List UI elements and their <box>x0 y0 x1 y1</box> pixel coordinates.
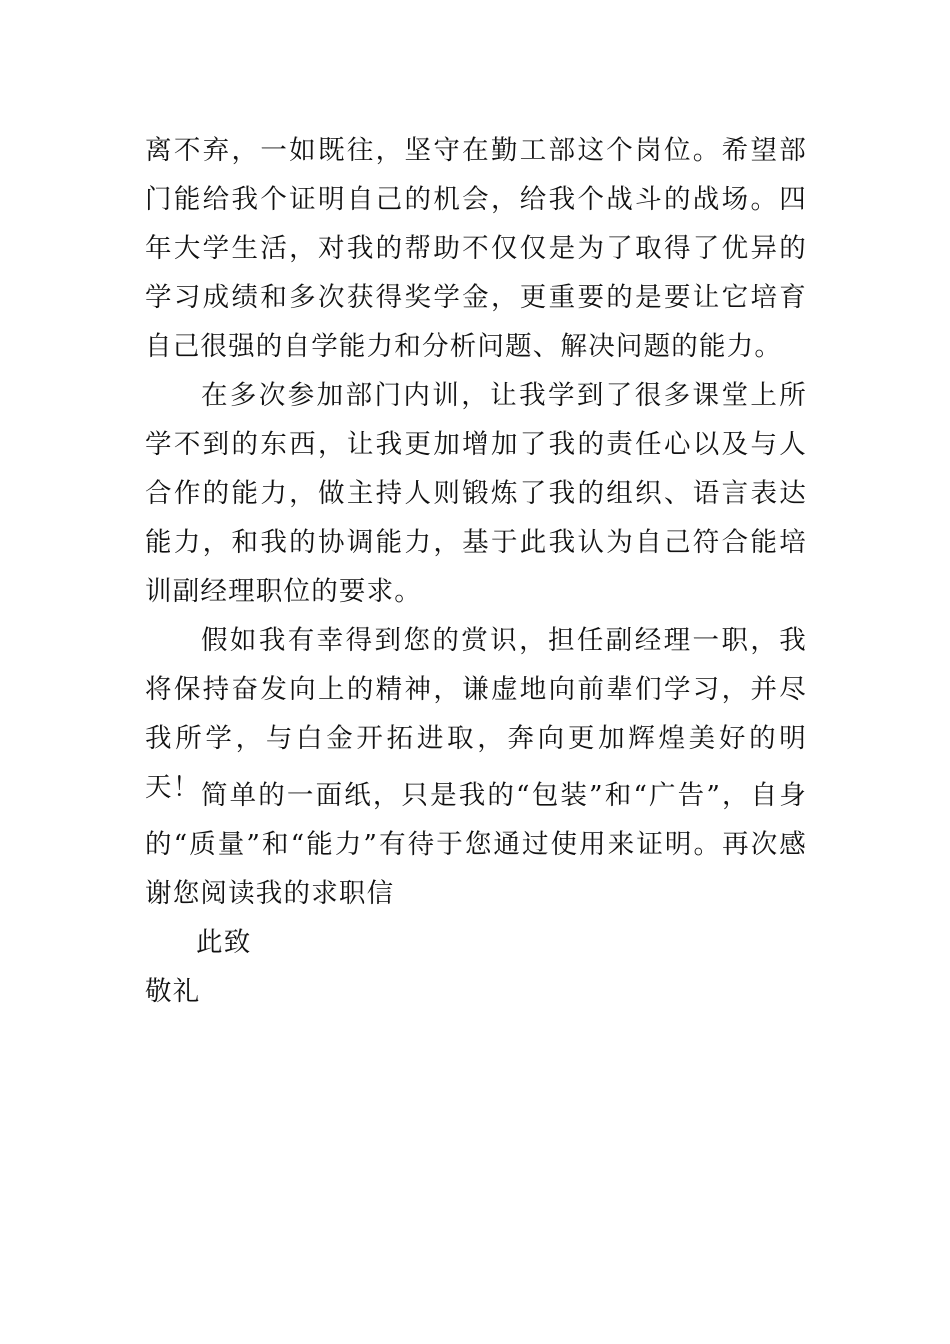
paragraph-4: 简单的一面纸，只是我的“包装”和“广告”，自身的“质量”和“能力”有待于您通过使用来证明。再次感谢您阅读我的求职信 <box>145 780 807 909</box>
closing-regards: 敬礼 <box>145 976 201 1007</box>
paragraph-1: 离不弃，一如既往，坚守在勤工部这个岗位。希望部门能给我个证明自己的机会，给我个战斗的战场。四年大学生活，对我的帮助不仅仅是为了取得了优异的学习成绩和多次获得奖学金，更重要的是要让它培育自己很强的自学能力和分析问题、解决问题的能力。 <box>145 135 807 362</box>
paragraph-2: 在多次参加部门内训，让我学到了很多课堂上所学不到的东西，让我更加增加了我的责任心以及与人合作的能力，做主持人则锻炼了我的组织、语言表达能力，和我的协调能力，基于此我认为自己符合能培训副经理职位的要求。 <box>145 380 807 607</box>
paragraph-3: 假如我有幸得到您的赏识，担任副经理一职，我将保持奋发向上的精神，谦虚地向前辈们学习，并尽我所学，与白金开拓进取，奔向更加辉煌美好的明天！ <box>145 625 807 803</box>
closing-salutation: 此致 <box>196 927 252 958</box>
